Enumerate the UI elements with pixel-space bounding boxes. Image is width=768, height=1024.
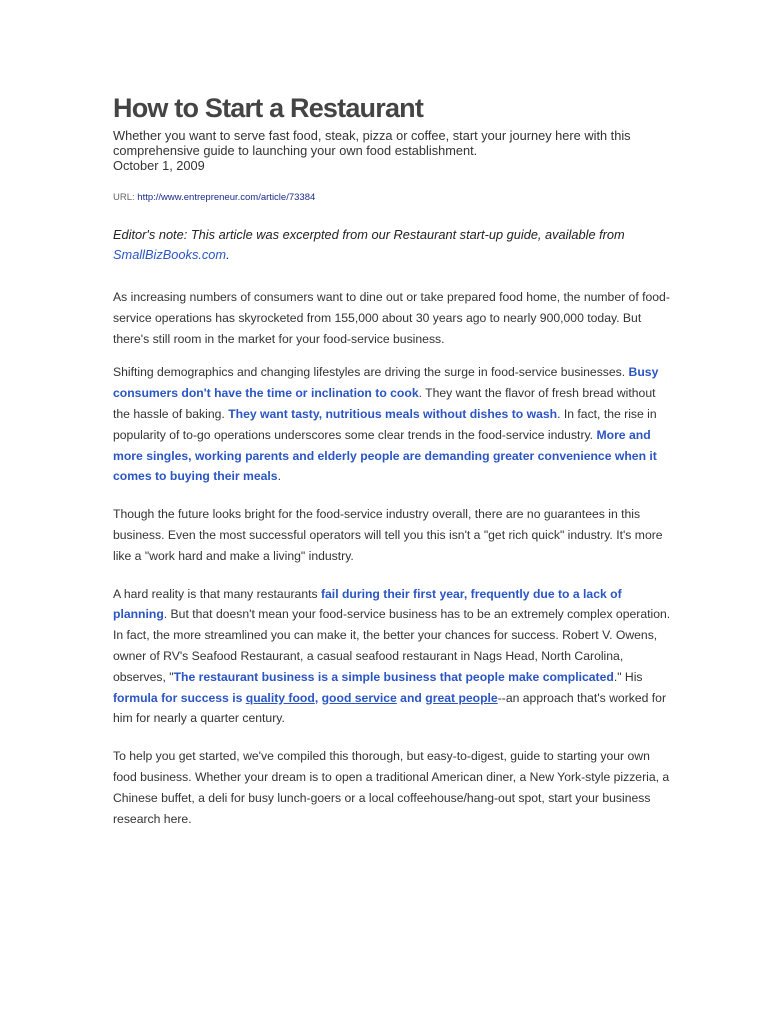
p4-highlight-3: formula for success is xyxy=(113,690,246,705)
page-title: How to Start a Restaurant xyxy=(113,93,424,123)
article-page xyxy=(113,92,673,829)
paragraph-1: As increasing numbers of consumers want to dine out or take prepared food home, the number of food-service operations has skyrocketed from 155,000 about 30 years ago to nearly 900,000 today. But there's still room in the market for your food-service business. xyxy=(113,290,670,346)
quality-food-link[interactable]: quality food xyxy=(245,690,315,705)
great-people-link[interactable]: great people xyxy=(425,690,498,705)
url-line xyxy=(113,192,673,204)
good-service-link[interactable]: good service xyxy=(321,690,397,705)
p2-text-4: . xyxy=(277,469,281,484)
p4-text-1: A hard reality is that many restaurants xyxy=(113,586,321,601)
p4-highlight-1: fail during their first year, frequently due to a lack of planning xyxy=(113,586,622,622)
p4-text-2: . But that doesn't mean your food-service business has to be an extremely complex operation. In fact, the more streamlined you can make it, the better your chances for success. Robert V. Owens, owner of RV's Seafood Restaurant, a casual seafood restaurant in Nags Head, North Carolina, observes, " xyxy=(113,607,671,684)
p4-highlight-2: The restaurant business is a simple business that people make complicated xyxy=(173,669,614,684)
paragraph-4 xyxy=(113,584,673,730)
article-date: October 1, 2009 xyxy=(113,158,205,173)
article-url-link[interactable]: http://www.entrepreneur.com/article/73384 xyxy=(137,192,316,203)
p4-text-3: ." His xyxy=(613,669,643,684)
smallbizbooks-link[interactable]: SmallBizBooks.com xyxy=(113,247,227,262)
p2-text-2: . They want the flavor of fresh bread without the hassle of baking. xyxy=(113,386,656,421)
editor-note xyxy=(113,225,673,265)
p2-text-1: Shifting demographics and changing lifestyles are driving the surge in food-service businesses. xyxy=(113,365,629,380)
editor-note-text: Editor's note: This article was excerpted from our Restaurant start-up guide, available from xyxy=(113,227,625,242)
paragraph-5: To help you get started, we've compiled this thorough, but easy-to-digest, guide to starting your own food business. Whether your dream is to open a traditional American diner, a New York-style pizzeria, a Chinese buffet, a deli for busy lunch-goers or a local coffeehouse/hang-out spot, start your business research here. xyxy=(113,749,670,826)
p4-text-4: --an approach that's worked for him for nearly a quarter century. xyxy=(113,690,667,726)
article-subtitle: Whether you want to serve fast food, steak, pizza or coffee, start your journey here with this comprehensive guide to launching your own food establishment. xyxy=(113,128,631,158)
p4-and: and xyxy=(396,690,426,705)
url-label: URL: xyxy=(113,192,138,203)
paragraph-2 xyxy=(113,362,673,487)
paragraph-3: Though the future looks bright for the food-service industry overall, there are no guarantees in this business. Even the most successful operators will tell you this isn't a "get rich quick" industry. It's more like a "work hard and make a living" industry. xyxy=(113,507,663,563)
p2-highlight-1: Busy consumers don't have the time or inclination to cook xyxy=(113,365,659,401)
editor-note-end: . xyxy=(226,247,230,262)
p2-highlight-2: They want tasty, nutritious meals without dishes to wash xyxy=(228,406,558,421)
p2-text-3: . In fact, the rise in popularity of to-go operations underscores some clear trends in the food-service industry. xyxy=(113,406,657,442)
p2-highlight-3: More and more singles, working parents and elderly people are demanding greater convenience when it comes to buying their meals xyxy=(113,427,657,484)
p4-comma: , xyxy=(314,690,322,705)
